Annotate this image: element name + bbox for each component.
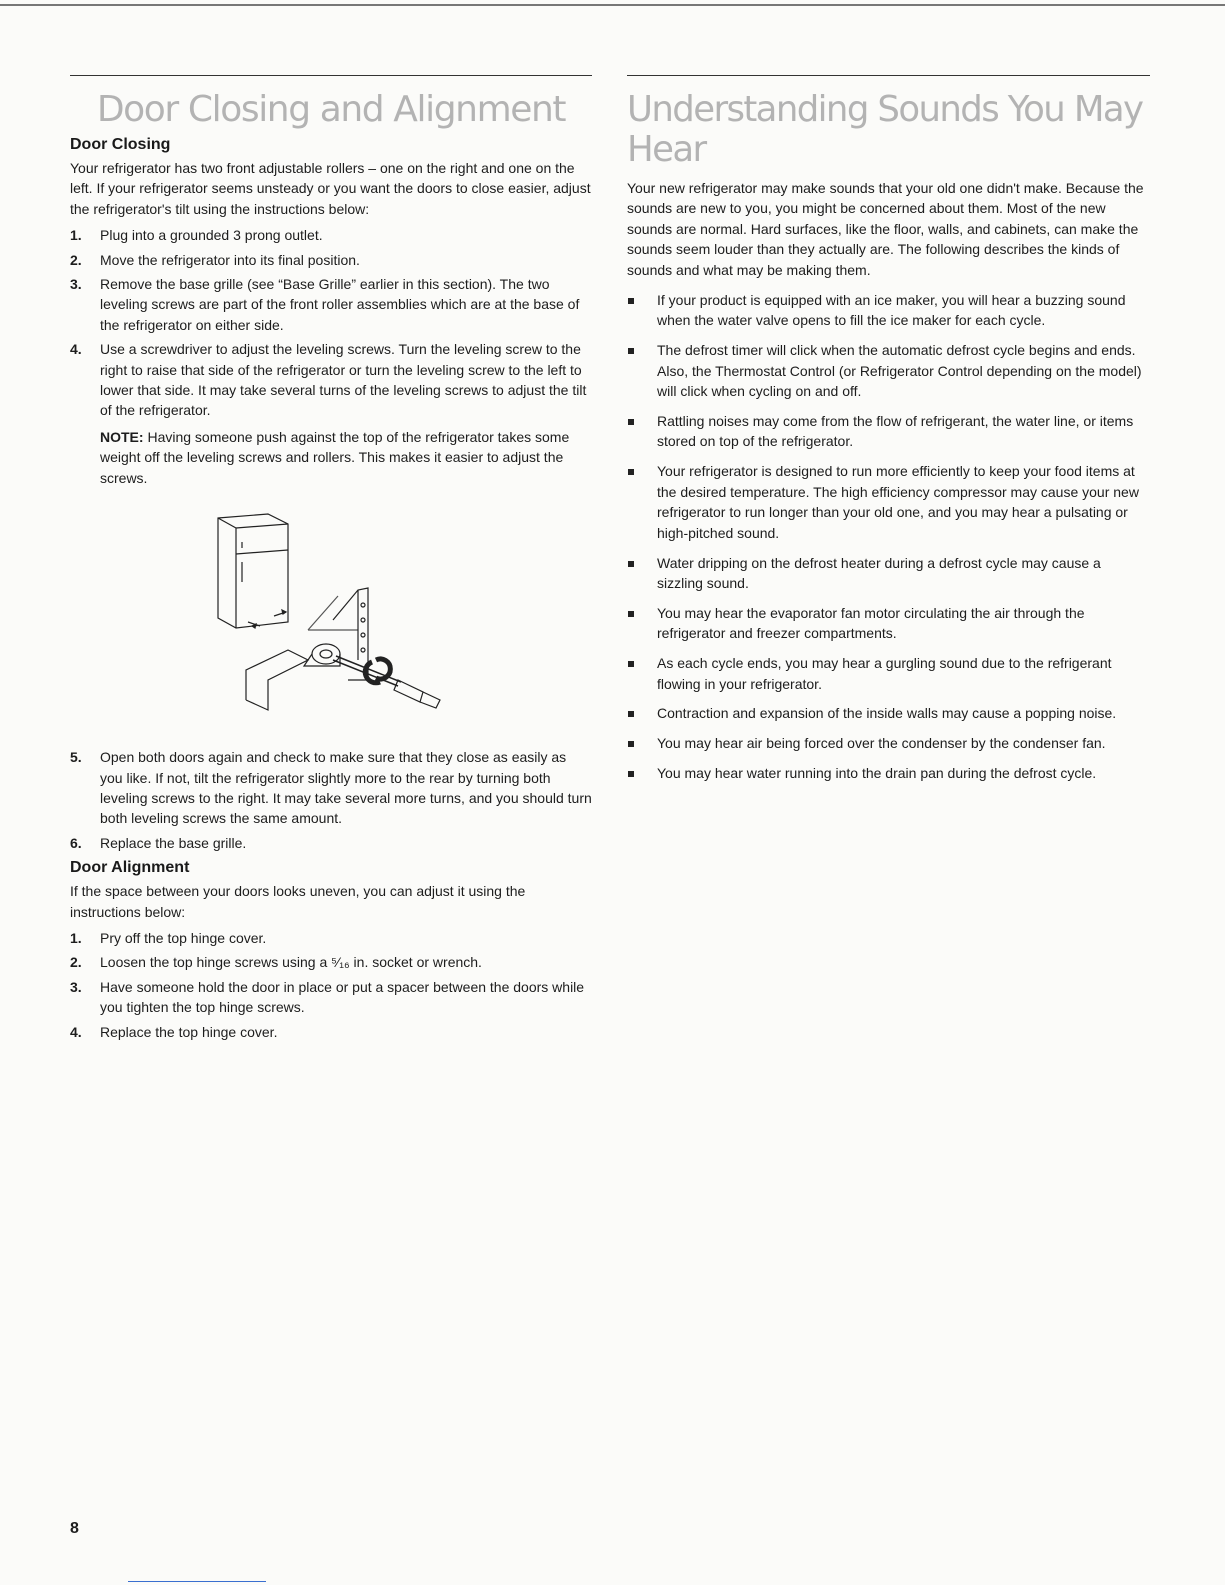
section-rule: [70, 75, 592, 76]
square-bullet-icon: [628, 348, 634, 354]
square-bullet-icon: [628, 661, 634, 667]
door-closing-steps: [70, 225, 592, 488]
leveling-screw-illustration: [208, 510, 508, 728]
step-item: 5. Open both doors again and check to make sure that they close as easily as you like. If not, tilt the refrigerator slightly more to the rear by turning both leveling screws to the right. It may take several more turns, and you should turn both leveling screws the same amount.: [70, 749, 592, 827]
section-title-door-closing-alignment: Door Closing and Alignment: [96, 89, 566, 130]
list-item: As each cycle ends, you may hear a gurgling sound due to the refrigerant flowing in your refrigerator.: [627, 653, 1150, 694]
list-item: Contraction and expansion of the inside walls may cause a popping noise.: [627, 703, 1150, 723]
square-bullet-icon: [628, 419, 634, 425]
right-column: [627, 75, 1150, 793]
step-item: 4. Use a screwdriver to adjust the leveling screws. Turn the leveling screw to the right to raise that side of the refrigerator or turn the leveling screw to the left to lower that side. It may take several turns of the leveling screws to adjust the tilt of the refrigerator. NOTE: Having someone push against the top of the refrigerator takes some weight off the leveling screws and rollers. This makes it easier to adjust the screws.: [70, 339, 592, 488]
subheading-door-closing: Door Closing: [70, 136, 171, 153]
step-item: 3. Remove the base grille (see “Base Grille” earlier in this section). The two leveling screws are part of the front roller assemblies which are at the base of the refrigerator on either side.: [70, 276, 580, 333]
step-item: 1. Plug into a grounded 3 prong outlet.: [70, 227, 323, 244]
list-item: If your product is equipped with an ice maker, you will hear a buzzing sound when the water valve opens to fill the ice maker for each cycle.: [627, 290, 1150, 331]
square-bullet-icon: [628, 469, 634, 475]
square-bullet-icon: [628, 711, 634, 717]
door-alignment-intro: If the space between your doors looks uneven, you can adjust it using the instructions below:: [70, 883, 526, 920]
door-closing-steps-continued: [70, 747, 592, 853]
step-item: 2. Move the refrigerator into its final position.: [70, 251, 360, 268]
square-bullet-icon: [628, 741, 634, 747]
step-item: 3. Have someone hold the door in place or put a spacer between the doors while you tighten the top hinge screws.: [70, 978, 585, 1016]
note: NOTE: Having someone push against the top of the refrigerator takes some weight off the leveling screws and rollers. This makes it easier to adjust the screws.: [100, 428, 570, 486]
list-item: You may hear water running into the drain pan during the defrost cycle.: [627, 763, 1150, 783]
step-item: 1. Pry off the top hinge cover.: [70, 929, 267, 946]
page-number: 8: [70, 1520, 79, 1537]
subheading-door-alignment: Door Alignment: [70, 859, 190, 877]
step-item: 2. Loosen the top hinge screws using a ⁵⁄₁₆ in. socket or wrench.: [70, 954, 482, 971]
list-item: Water dripping on the defrost heater during a defrost cycle may cause a sizzling sound.: [627, 553, 1150, 594]
left-column: [70, 75, 592, 1046]
page-top-border: [0, 4, 1225, 6]
square-bullet-icon: [628, 611, 634, 617]
door-alignment-steps: [70, 928, 592, 1042]
list-item: You may hear the evaporator fan motor circulating the air through the refrigerator and freezer compartments.: [627, 603, 1150, 644]
section-rule: [627, 75, 1150, 76]
list-item: The defrost timer will click when the automatic defrost cycle begins and ends. Also, the Thermostat Control (or Refrigerator Control depending on the model) will click when cycling on and off.: [627, 340, 1150, 401]
list-item: You may hear air being forced over the condenser by the condenser fan.: [627, 733, 1150, 753]
sounds-list: [627, 290, 1150, 784]
square-bullet-icon: [628, 561, 634, 567]
step-item: 6. Replace the base grille.: [70, 834, 247, 851]
square-bullet-icon: [628, 771, 634, 777]
section-title-understanding-sounds: Understanding Sounds You May Hear: [627, 89, 1143, 170]
list-item: Your refrigerator is designed to run more efficiently to keep your food items at the desired temperature. The high efficiency compressor may cause your new refrigerator to run longer than your old one, and you may hear a pulsating or high-pitched sound.: [627, 461, 1150, 543]
bottom-edge-line: [128, 1581, 266, 1582]
sounds-intro: Your new refrigerator may make sounds that your old one didn't make. Because the sounds are new to you, you might be concerned about them. Most of the new sounds are normal. Hard surfaces, like the floor, walls, and cabinets, can make the sounds seem louder than they actually are. The following describes the kinds of sounds and what may be making them.: [627, 180, 1144, 278]
list-item: Rattling noises may come from the flow of refrigerant, the water line, or items stored on top of the refrigerator.: [627, 411, 1150, 452]
square-bullet-icon: [628, 298, 634, 304]
step-item: 4. Replace the top hinge cover.: [70, 1023, 278, 1040]
door-closing-intro: Your refrigerator has two front adjustable rollers – one on the right and one on the left. If your refrigerator seems unsteady or you want the doors to close easier, adjust the refrigerator's tilt using the instructions below:: [70, 160, 591, 217]
